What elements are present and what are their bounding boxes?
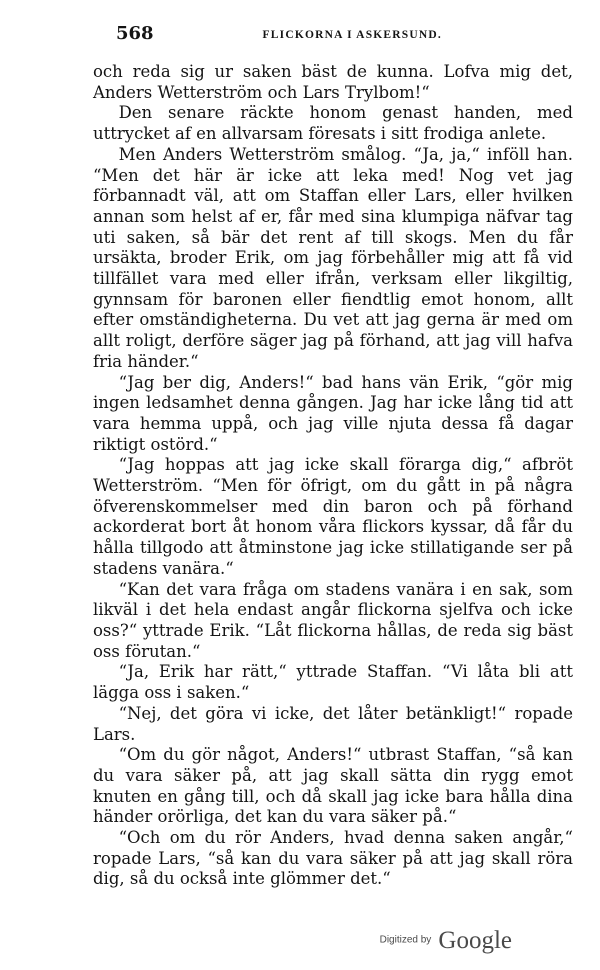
page-number: 568 <box>116 23 154 44</box>
body-text <box>93 62 573 890</box>
watermark-prefix: Digitized by <box>379 934 432 946</box>
paragraph: “Och om du rör Anders, hvad denna saken angår,“ ropade Lars, “så kan du vara säker på att jag skall röra dig, så du också inte glömmer det.“ <box>93 828 573 889</box>
google-logo: Google <box>438 926 512 954</box>
paragraph: “Ja, Erik har rätt,“ yttrade Staffan. “Vi låta bli att lägga oss i saken.“ <box>93 662 573 703</box>
paragraph: “Om du gör något, Anders!“ utbrast Staffan, “så kan du vara säker på, att jag skall sätta din rygg emot knuten en gång till, och då skall jag icke bara hålla dina händer orörliga, det kan du vara säker på.“ <box>93 745 573 827</box>
running-head <box>116 22 442 46</box>
paragraph: och reda sig ur saken bäst de kunna. Lofva mig det, Anders Wetterström och Lars Trylbom!“ <box>93 62 573 102</box>
paragraph: “Jag hoppas att jag icke skall förarga dig,“ afbröt Wetterström. “Men för öfrigt, om du gått in på några öfverenskommelser med din baron och på förhand ackorderat bort åt honom våra flickors kyssar, då får du hålla tillgodo att åtminstone jag icke stillatigande ser på stadens vanära.“ <box>93 455 573 578</box>
paragraph: “Kan det vara fråga om stadens vanära i en sak, som likväl i det hela endast angår flickorna sjelfva och icke oss?“ yttrade Erik. “Låt flickorna hållas, de reda sig bäst oss förutan.“ <box>93 579 573 661</box>
paragraph: Men Anders Wetterström smålog. “Ja, ja,“ inföll han. “Men det här är icke att leka med! Nog vet jag förbannadt väl, att om Staffan eller Lars, eller hvilken annan som helst af er, får med sina klumpiga näfvar tag uti saken, så bär det rent af till skogs. Men du får ursäkta, broder Erik, om jag förbehåller mig att få vid tillfället vara med eller ifrån, verksam eller likgiltig, gynnsam för baronen eller fiendtlig emot honom, allt efter omständigheterna. Du vet att jag gerna är med om allt roligt, derföre säger jag på förhand, att jag vill hafva fria händer.“ <box>93 144 573 371</box>
paragraph: “Nej, det göra vi icke, det låter betänkligt!“ ropade Lars. <box>93 703 573 744</box>
digitization-watermark <box>380 924 512 956</box>
paragraph: Den senare räckte honom genast handen, med uttrycket af en allvarsam föresats i sitt frodiga anlete. <box>93 103 573 144</box>
running-title: FLICKORNA I ASKERSUND. <box>262 29 442 41</box>
paragraph: “Jag ber dig, Anders!“ bad hans vän Erik, “gör mig ingen ledsamhet denna gången. Jag har icke lång tid att vara hemma uppå, och jag ville njuta dessa få dagar riktigt ostörd.“ <box>93 372 573 454</box>
